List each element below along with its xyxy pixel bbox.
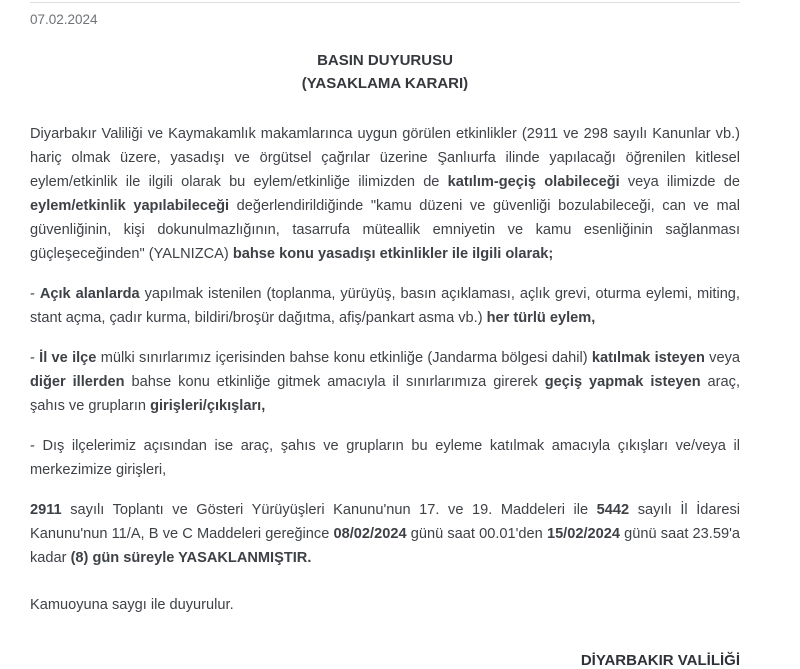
paragraph-intro: Diyarbakır Valiliği ve Kaymakamlık makamlarınca uygun görülen etkinlikler (2911 ve 298 sayılı Kanunlar vb.) hariç olmak üzere, yasadışı ve örgütsel çağrılar üzerine Şanlıurfa ilinde yapılacağı öğrenilen kitlesel eylem/etkinlik ile ilgili olarak bu eylem/etkinliğe ilimizden de katılım-geçiş olabileceği veya ilimizde de eylem/etkinlik yapılabileceği değerlendirildiğinde "kamu düzeni ve güvenliği bozulabileceği, can ve mal güvenliğinin, kişi dokunulmazlığının, tasarrufa müteallik emniyetin ve kamu esenliğinin sağlanması güçleşeceğinden" (YALNIZCA) bahse konu yasadışı etkinlikler ile ilgili olarak;: [30, 126, 740, 262]
press-release-document: [0, 2, 800, 669]
closing-statement: Kamuoyuna saygı ile duyurulur.: [30, 597, 234, 613]
document-title-line1: BASIN DUYURUSU: [317, 52, 453, 69]
paragraph-province-borders: - İl ve ilçe mülki sınırlarımız içerisinden bahse konu etkinliğe (Jandarma bölgesi dahil) katılmak isteyen veya diğer illerden bahse konu etkinliğe gitmek amacıyla il sınırlarımıza girerek geçiş yapmak isteyen araç, şahıs ve grupların girişleri/çıkışları,: [30, 350, 741, 414]
document-body: [30, 122, 740, 570]
document-date: 07.02.2024: [30, 12, 98, 27]
signature-authority: DİYARBAKIR VALİLİĞİ: [580, 652, 740, 669]
paragraph-outer-districts: - Dış ilçelerimiz açısından ise araç, şahıs ve grupların bu eyleme katılmak amacıyla çıkışları ve/veya il merkezimize girişleri,: [30, 438, 740, 478]
top-divider: [30, 2, 740, 3]
paragraph-legal-basis: 2911 sayılı Toplantı ve Gösteri Yürüyüşleri Kanunu'nun 17. ve 19. Maddeleri ile 5442 sayılı İl İdaresi Kanunu'nun 11/A, B ve C Maddeleri gereğince 08/02/2024 günü saat 00.01'den 15/02/2024 günü saat 23.59'a kadar (8) gün süreyle YASAKLANMIŞTIR.: [30, 502, 740, 566]
document-title-line2: (YASAKLAMA KARARI): [301, 75, 469, 92]
document-title: [30, 49, 740, 95]
paragraph-open-areas: - Açık alanlarda yapılmak istenilen (toplanma, yürüyüş, basın açıklaması, açlık grevi, oturma eylemi, miting, stant açma, çadır kurma, bildiri/broşür dağıtma, afiş/pankart asma vb.) her türlü eylem,: [30, 286, 740, 326]
